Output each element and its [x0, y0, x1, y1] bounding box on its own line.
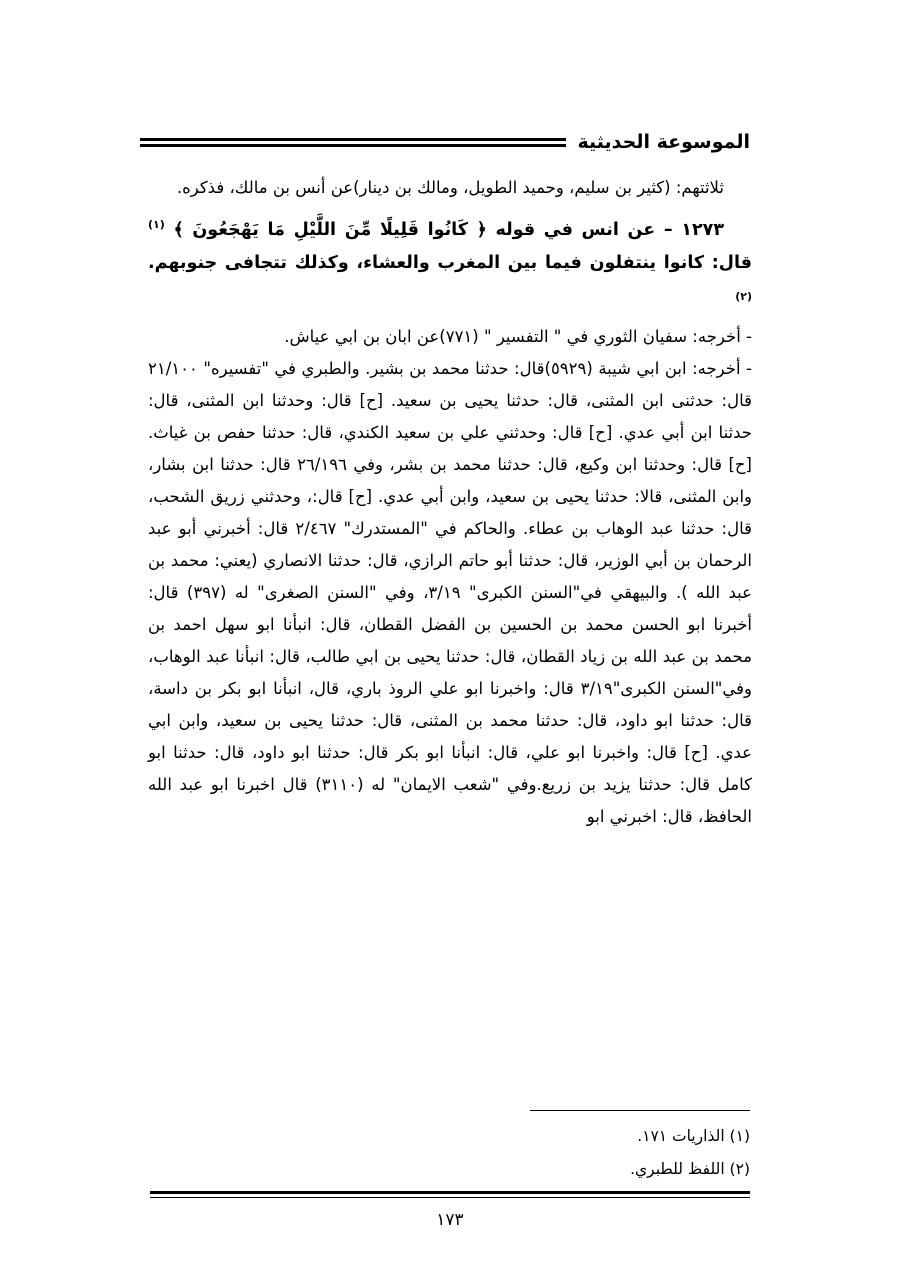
intro-paragraph: ثلاثتهم: (كثير بن سليم، وحميد الطويل، ومالك بن دينار)عن أنس بن مالك، فذكره.: [176, 178, 724, 197]
hadith-body: قال: كانوا ينتفلون فيما بين المغرب والعشاء، وكذلك تتجافى جنوبهم.: [148, 252, 752, 273]
footnote-ref-2: (٢): [735, 289, 752, 303]
hadith-number: ١٢٧٣: [681, 219, 725, 240]
footnote-2: (٢) اللفظ للطبري.: [630, 1160, 750, 1178]
running-header: [140, 122, 750, 162]
header-title: الموسوعة الحديثية: [577, 131, 750, 153]
footnotes: [630, 1120, 750, 1186]
main-text: [148, 172, 752, 833]
footer-rule-thin: [150, 1197, 750, 1198]
footnote-ref-1: (١): [148, 218, 165, 231]
header-rule: [140, 135, 566, 150]
takhrij-line-1: - أخرجه: سفيان الثوري في " التفسير " (٧٧١)عن ابان بن ابي عياش.: [284, 326, 752, 346]
hadith-paragraph: [148, 208, 752, 319]
page-number: ١٧٣: [436, 1210, 464, 1230]
takhrij-paragraph: - أخرجه: ابن ابي شيبة (٥٩٢٩)قال: حدثنا محمد بن بشير. والطبري في "تفسيره" ٢١/١٠٠ قال: حدثنى ابن المثنى، قال: حدثنا يحيى بن سعيد. [ح] قال: وحدثنا ابن المثنى، قال: حدثنا ابن أبي عدي. [ح] قال: وحدثني علي بن سعيد الكندي، قال: حدثنا حفص بن غياث. [ح] قال: وحدثنا ابن وكيع، قال: حدثنا محمد بن بشر، وفي ٢٦/١٩٦ قال: حدثنا ابن بشار، وابن المثنى، قالا: حدثنا يحيى بن سعيد، وابن أبي عدي. [ح] قال:، وحدثني زريق الشحب، قال: حدثنا عبد الوهاب بن عطاء. والحاكم في "المستدرك" ٢/٤٦٧ قال: أخبرني أبو عبد الرحمان بن أبي الوزير، قال: حدثنا أبو حاتم الرازي، قال: حدثنا الانصاري (يعني: محمد بن عبد الله ). والبيهقي في"السنن الكبرى" ٣/١٩، وفي "السنن الصغرى" له (٣٩٧) قال: أخبرنا ابو الحسن محمد بن الحسين بن الفضل القطان، قال: انبأنا ابو سهل احمد بن محمد بن عبد الله بن زياد القطان، قال: حدثنا يحيى بن ابي طالب، قال: انبأنا عبد الوهاب، وفي"السنن الكبرى"٣/١٩ قال: واخبرنا ابو علي الروذ باري، قال، انبأنا ابو بكر بن داسة، قال: حدثنا ابو داود، قال: حدثنا محمد بن المثنى، قال: حدثنا يحيى بن سعيد، وابن ابي عدي. [ح] قال: واخبرنا ابو علي، قال: انبأنا ابو بكر قال: حدثنا ابو داود، قال: حدثنا ابو كامل قال: حدثنا يزيد بن زريع.وفي "شعب الايمان" له (٣١١٠) قال اخبرنا ابو عبد الله الحافظ، قال: اخبرني ابو: [148, 358, 753, 826]
footnote-separator: [530, 1110, 750, 1111]
footnote-1: (١) الذاريات ١٧١.: [637, 1127, 750, 1145]
footer-rule: [150, 1191, 750, 1194]
hadith-prefix: – عن انس في قوله ﴿ كَانُوا قَلِيلًا مِّنَ اللَّيْلِ مَا يَهْجَعُونَ ﴾: [173, 219, 673, 240]
